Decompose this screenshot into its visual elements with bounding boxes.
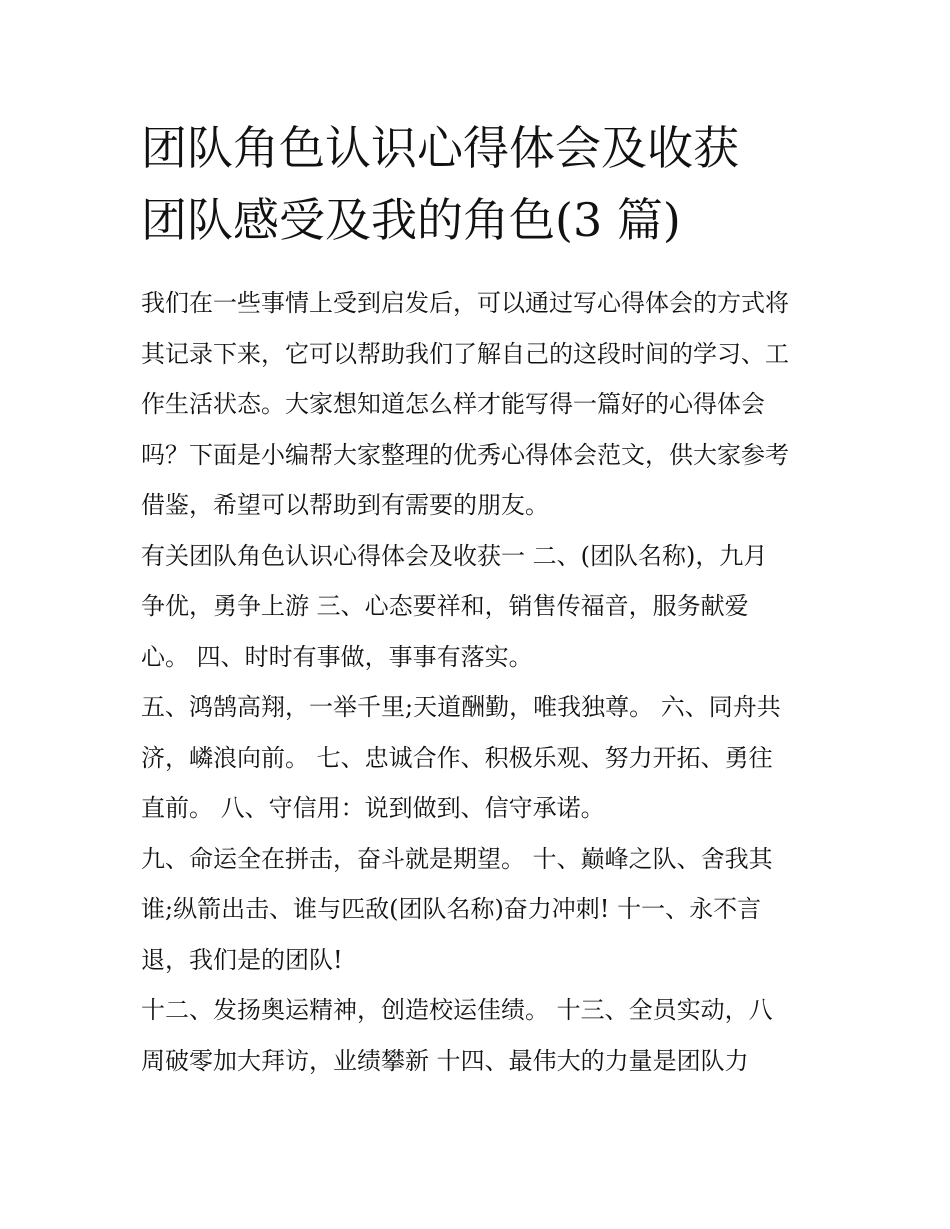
text-line: 借鉴，希望可以帮助到有需要的朋友。 [141, 491, 549, 519]
title-line: 团队感受及我的角色(3 篇) [141, 193, 681, 247]
text-line: 谁;纵箭出击、谁与匹敌(团队名称)奋力冲刺! 十一、永不言 [141, 895, 762, 923]
text-line: 直前。 八、守信用：说到做到、信守承诺。 [141, 794, 605, 822]
text-line: 其记录下来，它可以帮助我们了解自己的这段时间的学习、工 [141, 339, 789, 368]
text-line: 五、鸿鹄高翔，一举千里;天道酬勤，唯我独尊。 六、同舟共 [141, 693, 781, 721]
text-line: 作生活状态。大家想知道怎么样才能写得一篇好的心得体会 [141, 390, 765, 418]
text-line: 九、命运全在拼击，奋斗就是期望。 十、巅峰之队、舍我其 [141, 844, 773, 873]
text-line: 退，我们是的团队! [141, 945, 343, 974]
text-line: 周破零加大拜访，业绩攀新 十四、最伟大的力量是团队力 [141, 1046, 749, 1075]
body-paragraph [141, 834, 813, 986]
document-body [141, 278, 813, 1086]
text-line: 有关团队角色认识心得体会及收获一 二、(团队名称)，九月 [141, 541, 768, 570]
text-line: 济，嶙浪向前。 七、忠诚合作、积极乐观、努力开拓、勇往 [141, 743, 773, 772]
document-title [141, 112, 821, 256]
body-paragraph [141, 682, 813, 834]
intro-paragraph [141, 278, 813, 531]
body-paragraph [141, 985, 813, 1086]
text-line: 心。 四、时时有事做，事事有落实。 [141, 642, 533, 671]
text-line: 十二、发扬奥运精神，创造校运佳绩。 十三、全员实动，八 [141, 996, 773, 1024]
text-line: 我们在一些事情上受到启发后，可以通过写心得体会的方式将 [141, 289, 789, 317]
text-line: 吗？下面是小编帮大家整理的优秀心得体会范文，供大家参考 [141, 440, 789, 469]
title-line: 团队角色认识心得体会及收获 [141, 121, 739, 175]
text-line: 争优，勇争上游 三、心态要祥和，销售传福音，服务献爱 [141, 592, 749, 620]
body-paragraph [141, 531, 813, 683]
